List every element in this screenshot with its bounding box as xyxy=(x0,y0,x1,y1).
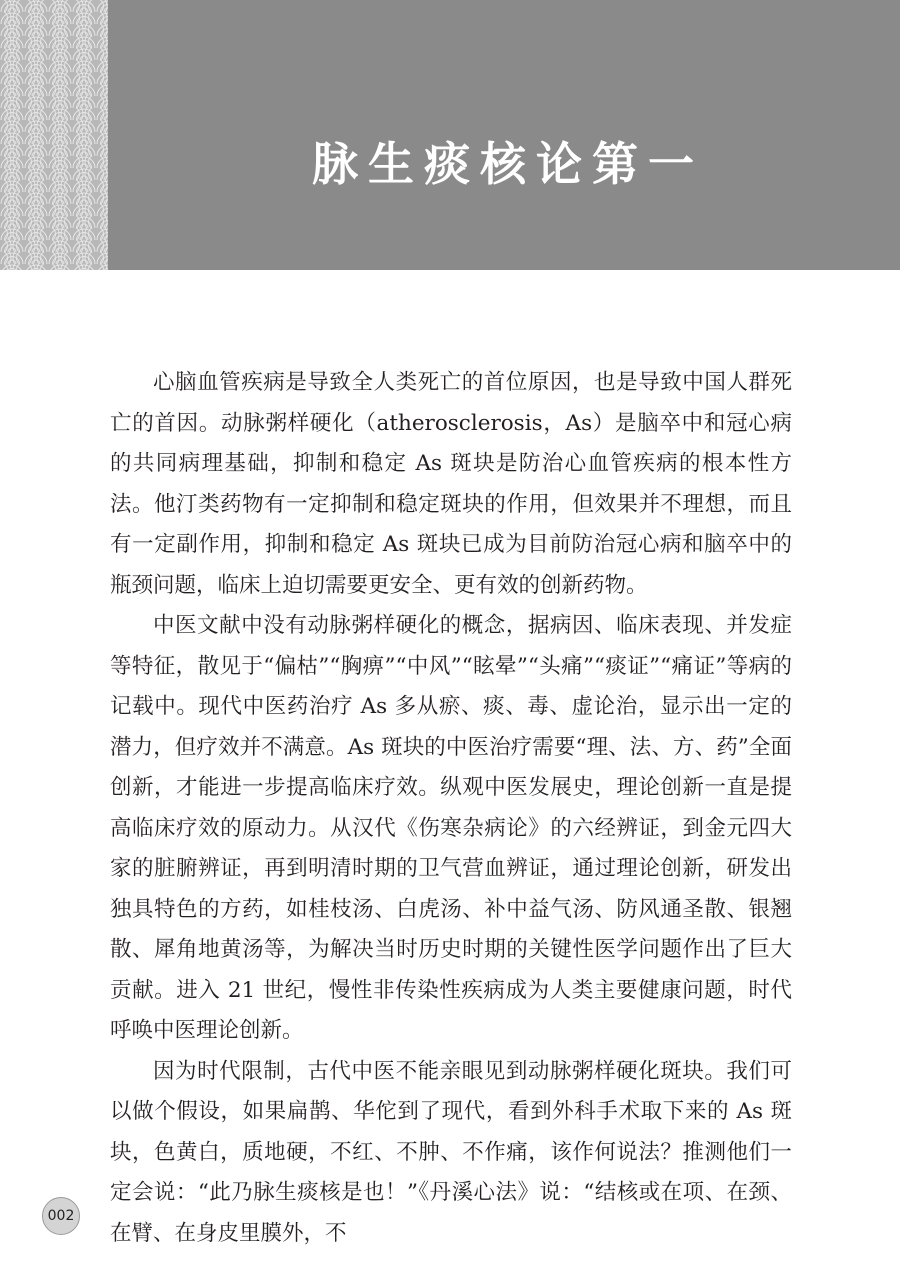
chapter-title: 脉生痰核论第一 xyxy=(312,137,704,191)
page-number-badge: 002 xyxy=(42,1197,80,1235)
paragraph-2: 中医文献中没有动脉粥样硬化的概念，据病因、临床表现、并发症等特征，散见于“偏枯”“胸痹”“中风”“眩晕”“头痛”“痰证”“痛证”等病的记载中。现代中医药治疗 As 多从瘀、痰、毒、虚论治，显示出一定的潜力，但疗效并不满意。As 斑块的中医治疗需要“理、法、方、药”全面创新，才能进一步提高临床疗效。纵观中医发展史，理论创新一直是提高临床疗效的原动力。从汉代《伤寒杂病论》的六经辨证，到金元四大家的脏腑辨证，再到明清时期的卫气营血辨证，通过理论创新，研发出独具特色的方药，如桂枝汤、白虎汤、补中益气汤、防风通圣散、银翘散、犀角地黄汤等，为解决当时历史时期的关键性医学问题作出了巨大贡献。进入 21 世纪，慢性非传染性疾病成为人类主要健康问题，时代呼唤中医理论创新。 xyxy=(110,613,792,1043)
paragraph-1: 心脑血管疾病是导致全人类死亡的首位原因，也是导致中国人群死亡的首因。动脉粥样硬化（atherosclerosis，As）是脑卒中和冠心病的共同病理基础，抑制和稳定 As 斑块是防治心血管疾病的根本性方法。他汀类药物有一定抑制和稳定斑块的作用，但效果并不理想，而且有一定副作用，抑制和稳定 As 斑块已成为目前防治冠心病和脑卒中的瓶颈问题，临床上迫切需要更安全、更有效的创新药物。 xyxy=(110,370,792,598)
paragraph-3: 因为时代限制，古代中医不能亲眼见到动脉粥样硬化斑块。我们可以做个假设，如果扁鹊、华佗到了现代，看到外科手术取下来的 As 斑块，色黄白，质地硬，不红、不肿、不作痛，该作何说法？推测他们一定会说：“此乃脉生痰核是也！”《丹溪心法》说：“结核或在项、在颈、在臂、在身皮里膜外，不 xyxy=(110,1058,792,1246)
chapter-header-band xyxy=(0,0,900,270)
decorative-wave-pattern xyxy=(0,0,108,270)
body-text xyxy=(110,363,792,1254)
